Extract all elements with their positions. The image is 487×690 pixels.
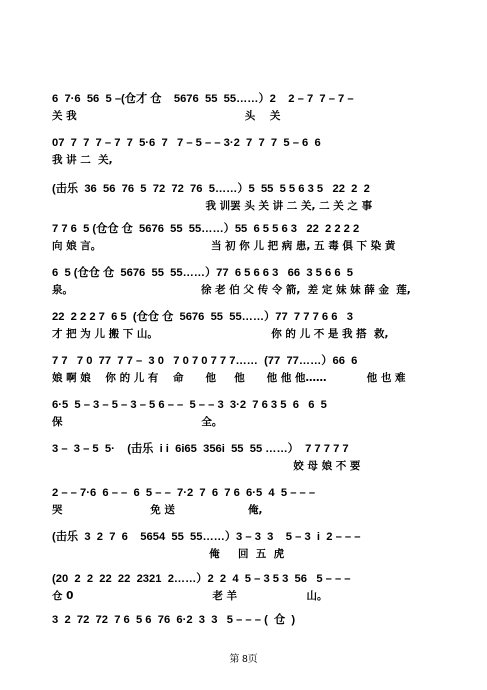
lyric-line: 俺 回 五 虎 bbox=[52, 548, 285, 560]
notation-line: (20 2 2 22 22 2321 2……）2 2 4 5 – 3 5 3 56 5 – – – bbox=[52, 573, 351, 585]
lyric-line: 保 全。 bbox=[52, 416, 223, 428]
lyric-line: 才 把 为 儿 搬 下 山。 你 的 儿 不 是 我 搭 救, bbox=[52, 328, 389, 340]
lyric-line: 娘 啊 娘 你 的 儿 有 命 他 他 他 他 他…… 他 也 难 bbox=[52, 372, 406, 384]
notation-line: 6·5 5 – 3 – 5 – 3 – 5 6 – – 5 – – 3 3·2 7 6 3 5 6 6 5 bbox=[52, 399, 327, 411]
notation-line: 6 5 (仓仓 仓 5676 55 55……）77 6 5 6 6 3 66 3 5 6 6 5 bbox=[52, 267, 353, 279]
notation-line: 3 – 3 – 5 5· (击乐 i i 6i65 356i 55 55 ……） 7 7 7 7 7 bbox=[52, 443, 349, 455]
notation-line: 6 7·6 56 5 –(仓才 仓 5676 55 55……）2 2 – 7 7 – 7 – bbox=[52, 93, 354, 105]
lyric-line: 仓 0 老 羊 山。 bbox=[52, 590, 328, 602]
notation-line: 7 7 7 0 77 7 7 – 3 0 7 0 7 0 7 7 7…… (77 77……）66 6 bbox=[52, 355, 358, 367]
notation-line: 7 7 6 5 (仓仓 仓 5676 55 55……）55 6 5 5 6 3 22 2 2 2 2 bbox=[52, 223, 360, 235]
lyric-line: 我 训罢 头 关 讲 二 关, 二 关 之 事 bbox=[52, 200, 373, 212]
page-number: 第 8页 bbox=[229, 654, 258, 665]
notation-line: 22 2 2 2 7 6 5 (仓仓 仓 5676 55 55……）77 7 7 7 6 6 3 bbox=[52, 311, 353, 323]
notation-line: 2 – – 7·6 6 – – 6 5 – – 7·2 7 6 7 6 6·5 4 5 – – – bbox=[52, 487, 316, 499]
notation-line: (击乐 3 2 7 6 5654 55 55……）3 – 3 3 5 – 3 i 2 – – – bbox=[52, 531, 361, 543]
lyric-line: 向 娘 言。 当 初 你 儿 把 病 患, 五 毒 俱 下 染 黄 bbox=[52, 240, 396, 252]
lyric-line: 姣 母 娘 不 要 bbox=[52, 460, 361, 472]
lyric-line: 泉。 徐 老 伯 父 传 令 箭, 差 定 妹 妹 薛 金 莲, bbox=[52, 284, 411, 296]
notation-line: 3 2 72 72 7 6 5 6 76 6·2 3 3 5 – – – ( 仓 ) bbox=[52, 614, 296, 626]
lyric-line: 哭 免 送 俺, bbox=[52, 504, 263, 516]
notation-line: 07 7 7 7 – 7 7 5·6 7 7 – 5 – – 3·2 7 7 7 5 – 6 6 bbox=[52, 137, 321, 149]
lyric-line: 我 讲 二 关, bbox=[52, 154, 113, 166]
lyric-line: 关 我 头 关 bbox=[52, 110, 281, 122]
notation-line: (击乐 36 56 76 5 72 72 76 5……）5 55 5 5 6 3 5 22 2 2 bbox=[52, 183, 370, 195]
